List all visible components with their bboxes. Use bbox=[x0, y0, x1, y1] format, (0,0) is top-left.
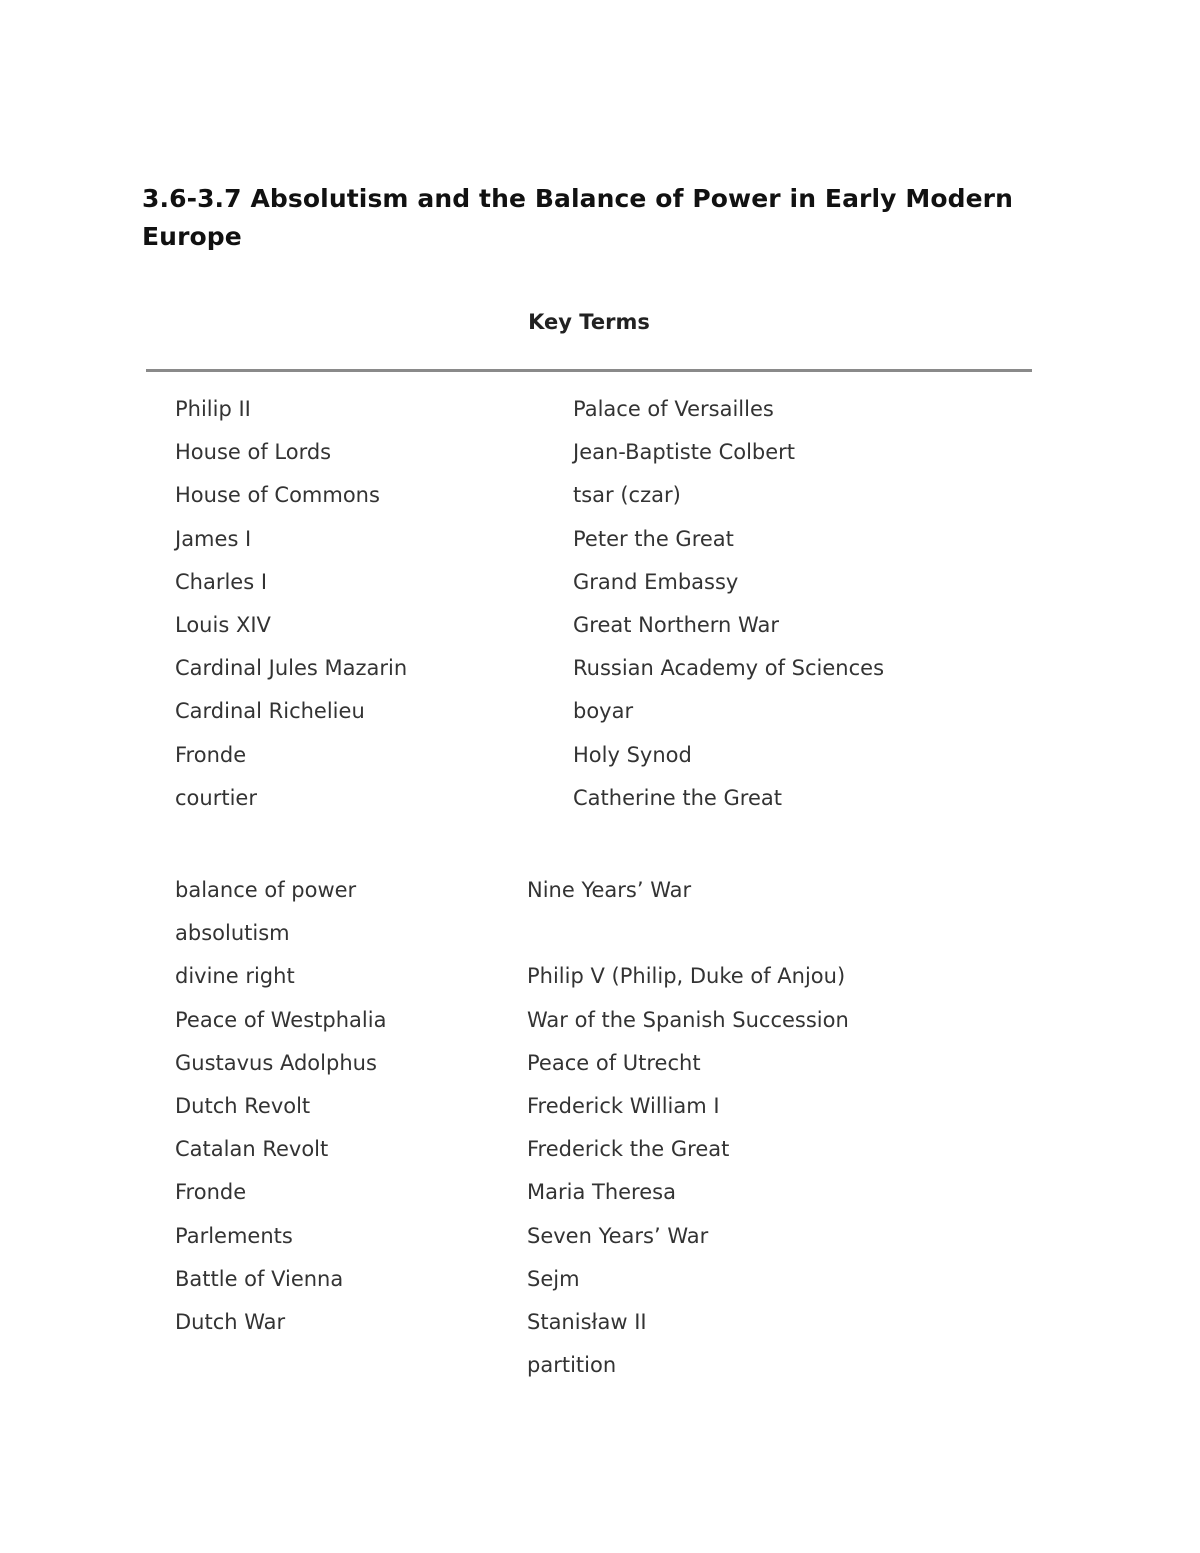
term-item: Russian Academy of Sciences bbox=[573, 656, 885, 681]
term-item: Holy Synod bbox=[573, 742, 692, 767]
term-item: Sejm bbox=[527, 1266, 580, 1291]
terms-group2-right-column bbox=[527, 869, 849, 1387]
term-item: Nine Years’ War bbox=[527, 878, 692, 902]
term-item: absolutism bbox=[175, 921, 290, 946]
term-item: Peace of Utrecht bbox=[527, 1050, 701, 1075]
term-item: Frederick William I bbox=[527, 1093, 720, 1118]
term-item: courtier bbox=[175, 785, 257, 810]
term-item: Dutch Revolt bbox=[175, 1093, 311, 1118]
term-item: Peace of Westphalia bbox=[175, 1007, 387, 1032]
key-terms-heading: Key Terms bbox=[528, 310, 650, 334]
term-item: boyar bbox=[573, 699, 634, 724]
term-item: Fronde bbox=[175, 742, 247, 767]
term-item: Philip II bbox=[175, 397, 251, 421]
page-title: 3.6-3.7 Absolutism and the Balance of Power in Early Modern Europe bbox=[142, 184, 1013, 251]
term-item: Fronde bbox=[175, 1180, 247, 1205]
term-item: balance of power bbox=[175, 878, 357, 902]
term-item: tsar (czar) bbox=[573, 483, 681, 508]
term-item: War of the Spanish Succession bbox=[527, 1007, 849, 1032]
heading-divider bbox=[146, 369, 1032, 372]
terms-group2-left-column bbox=[175, 869, 386, 1344]
terms-group1-right-column bbox=[573, 388, 884, 820]
term-item: Louis XIV bbox=[175, 612, 271, 637]
term-item: Catalan Revolt bbox=[175, 1137, 329, 1162]
term-item: Cardinal Jules Mazarin bbox=[175, 656, 408, 681]
term-item: Palace of Versailles bbox=[573, 397, 774, 421]
term-item: Jean-Baptiste Colbert bbox=[573, 440, 796, 465]
term-item: partition bbox=[527, 1353, 617, 1378]
term-item: Parlements bbox=[175, 1223, 293, 1248]
term-item: House of Lords bbox=[175, 440, 332, 465]
term-item: Battle of Vienna bbox=[175, 1266, 344, 1291]
term-item: Cardinal Richelieu bbox=[175, 699, 365, 724]
term-item: Frederick the Great bbox=[527, 1137, 730, 1162]
term-item: Charles I bbox=[175, 569, 268, 594]
term-item: Grand Embassy bbox=[573, 569, 739, 594]
term-item: divine right bbox=[175, 964, 295, 989]
term-item: James I bbox=[175, 526, 252, 551]
term-item: Philip V (Philip, Duke of Anjou) bbox=[527, 964, 846, 989]
term-item: Catherine the Great bbox=[573, 785, 782, 810]
term-item-blank bbox=[527, 912, 849, 955]
term-item: Maria Theresa bbox=[527, 1180, 676, 1205]
term-item: Stanisław II bbox=[527, 1309, 647, 1334]
term-item: Gustavus Adolphus bbox=[175, 1050, 377, 1075]
term-item: House of Commons bbox=[175, 483, 380, 508]
terms-group1-left-column bbox=[175, 388, 407, 820]
term-item: Peter the Great bbox=[573, 526, 734, 551]
term-item: Dutch War bbox=[175, 1309, 286, 1334]
term-item: Great Northern War bbox=[573, 612, 779, 637]
term-item: Seven Years’ War bbox=[527, 1223, 709, 1248]
